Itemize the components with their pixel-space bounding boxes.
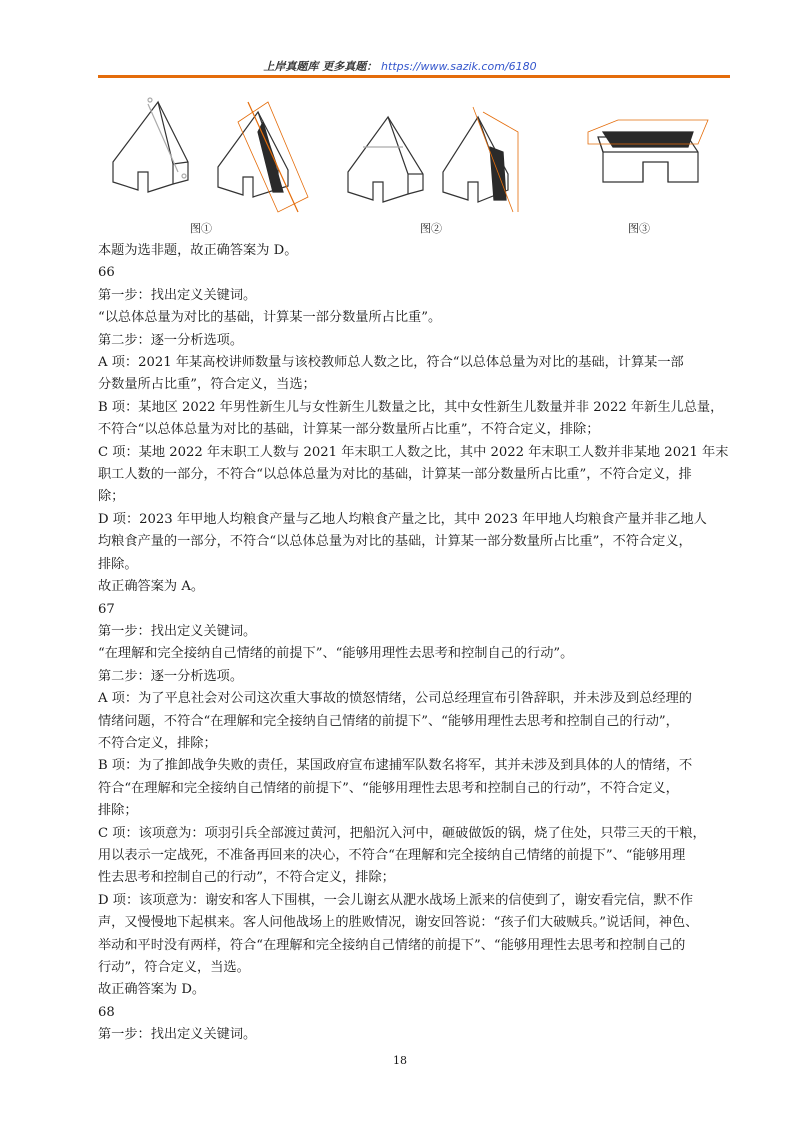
figure-2a-solid <box>348 117 423 202</box>
header-label: 更多真题： <box>322 60 378 73</box>
text-line: 第一步：找出定义关键词。 <box>98 1027 257 1043</box>
text-line: 故正确答案为 D。 <box>98 982 206 998</box>
figure-caption-3: 图③ <box>628 222 650 235</box>
text-line: 不符合“以总体总量为对比的基础，计算某一部分数量所占比重”，不符合定义，排除； <box>98 422 600 438</box>
text-line: A 项：2021 年某高校讲师数量与该校教师总人数之比，符合“以总体总量为对比的基础，计算某一部 <box>98 355 684 371</box>
text-line: C 项：某地 2022 年末职工人数与 2021 年末职工人数之比，其中 2022 年末职工人数并非某地 2021 年末 <box>98 444 729 460</box>
text-line: D 项：2023 年甲地人均粮食产量与乙地人均粮食产量之比，其中 2023 年甲地人均粮食产量并非乙地人 <box>98 511 707 527</box>
figure-1a-solid <box>113 98 188 192</box>
text-line: “在理解和完全接纳自己情绪的前提下”、“能够用理性去思考和控制自己的行动”。 <box>98 646 574 662</box>
text-line: 情绪问题，不符合“在理解和完全接纳自己情绪的前提下”、“能够用理性去思考和控制自己的行动”， <box>98 713 679 729</box>
text-line: “以总体总量为对比的基础，计算某一部分数量所占比重”。 <box>98 310 442 326</box>
header-rule <box>98 75 730 78</box>
text-line: 第一步：找出定义关键词。 <box>98 623 257 639</box>
text-line: 第一步：找出定义关键词。 <box>98 287 257 303</box>
text-line: 本题为选非题，故正确答案为 D。 <box>98 243 298 258</box>
figure-caption-1: 图① <box>190 222 212 235</box>
header-url-link[interactable]: https://www.sazik.com/6180 <box>381 60 537 73</box>
figure-3-solid <box>588 120 708 182</box>
text-line: B 项：为了推卸战争失败的责任，某国政府宣布逮捕军队数名将军，其并未涉及到具体的人的情绪，不 <box>98 758 693 774</box>
text-line: 排除。 <box>98 556 138 572</box>
text-line: 性去思考和控制自己的行动”，不符合定义，排除； <box>98 870 395 886</box>
page-number: 18 <box>393 1054 407 1067</box>
text-line: 第二步：逐一分析选项。 <box>98 332 244 348</box>
text-line: 用以表示一定战死，不准备再回来的决心，不符合“在理解和完全接纳自己情绪的前提下”、“能够用理 <box>98 847 686 863</box>
text-line: 均粮食产量的一部分，不符合“以总体总量为对比的基础，计算某一部分数量所占比重”，不符合定义， <box>98 534 692 550</box>
figure-1b-solid <box>218 102 308 212</box>
text-line: A 项：为了平息社会对公司这次重大事故的愤怒情绪，公司总经理宣布引咎辞职，并未涉及到总经理的 <box>98 691 692 707</box>
text-line: 行动”，符合定义，当选。 <box>98 960 250 975</box>
text-line: 分数量所占比重”，符合定义，当选； <box>98 377 316 393</box>
figure-row <box>98 92 730 242</box>
text-line: 第二步：逐一分析选项。 <box>98 668 244 684</box>
figure-caption-2: 图② <box>420 222 442 235</box>
question-number: 66 <box>98 265 115 281</box>
text-line: 故正确答案为 A。 <box>98 579 205 595</box>
question-number: 67 <box>98 601 115 617</box>
text-line: 不符合定义，排除； <box>98 735 217 751</box>
text-line: 声，又慢慢地下起棋来。客人问他战场上的胜败情况，谢安回答说：“孩子们大破贼兵。”说话间，神色、 <box>98 915 699 931</box>
text-line: C 项：该项意为：项羽引兵全部渡过黄河，把船沉入河中，砸破做饭的锅，烧了住处，只带三天的干粮， <box>98 825 706 841</box>
text-line: D 项：该项意为：谢安和客人下围棋，一会儿谢玄从淝水战场上派来的信使到了，谢安看完信，默不作 <box>98 892 694 908</box>
question-number: 68 <box>98 1004 115 1020</box>
text-line: 举动和平时没有两样，符合“在理解和完全接纳自己情绪的前提下”、“能够用理性去思考和控制自己的 <box>98 937 686 953</box>
text-line: 除； <box>98 489 125 505</box>
text-line: 符合“在理解和完全接纳自己情绪的前提下”、“能够用理性去思考和控制自己的行动”，不符合定义， <box>98 780 679 796</box>
text-line: 职工人数的一部分，不符合“以总体总量为对比的基础，计算某一部分数量所占比重”，不符合定义，排 <box>98 467 692 483</box>
answer-explanation-body <box>98 240 730 1047</box>
figure-2b-solid <box>443 107 518 212</box>
text-line: B 项：某地区 2022 年男性新生儿与女性新生儿数量之比，其中女性新生儿数量并非 2022 年新生儿总量， <box>98 399 724 415</box>
header-brand: 上岸真题库 <box>263 60 319 73</box>
text-line: 排除； <box>98 803 138 819</box>
page-header <box>0 58 800 74</box>
